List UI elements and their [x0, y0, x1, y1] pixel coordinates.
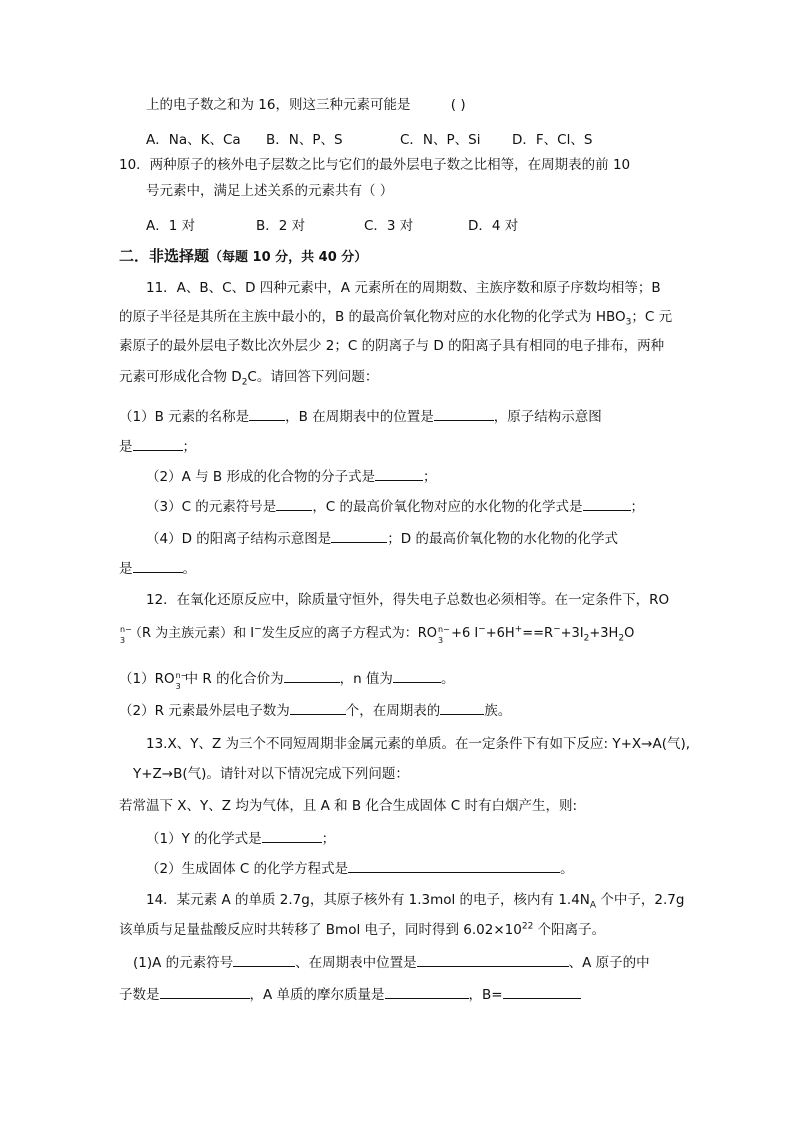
- q13-line1: 13.X、Y、Z 为三个不同短周期非金属元素的单质。在一定条件下有如下反应: Y+X→A(气),: [146, 736, 691, 752]
- q12-group-blank[interactable]: [440, 700, 484, 715]
- section-2-heading: 二．非选择题（每题 10 分，共 40 分）: [119, 247, 368, 265]
- q9-option-a[interactable]: A．Na、K、Ca: [146, 132, 241, 148]
- q9-stem: 上的电子数之和为 16，则这三种元素可能是 ( ): [146, 97, 466, 113]
- q12-part1: （1）RO n− 3 中 R 的化合价为 ，n 值为 。: [119, 668, 454, 689]
- q11-part4-cont: 是 。: [119, 558, 196, 579]
- q11-part1-cont: 是 ；: [119, 436, 196, 457]
- q10-option-b[interactable]: B．2 对: [256, 218, 306, 234]
- q10-line1: 10．两种原子的核外电子层数之比与它们的最外层电子数之比相等，在周期表的前 10: [119, 157, 631, 173]
- q11-position-blank[interactable]: [434, 406, 494, 421]
- q9-answer-paren[interactable]: ( ): [450, 97, 466, 113]
- q10-option-a[interactable]: A．1 对: [146, 218, 196, 234]
- q10-option-c[interactable]: C．3 对: [364, 218, 414, 234]
- q11-part3: （3）C 的元素符号是 ，C 的最高价氧化物对应的水化物的化学式是 ；: [146, 496, 644, 517]
- q13-part2: （2）生成固体 C 的化学方程式是 。: [146, 858, 574, 879]
- q11-line1: 11．A、B、C、D 四种元素中，A 元素所在的周期数、主族序数和原子序数均相等；B: [146, 280, 661, 296]
- q11-molecular-formula-blank[interactable]: [375, 466, 423, 481]
- q11-part4: （4）D 的阳离子结构示意图是 ；D 的最高价氧化物的水化物的化学式: [146, 528, 618, 549]
- q12-outer-electrons-blank[interactable]: [290, 700, 346, 715]
- q11-structure-diagram-blank[interactable]: [133, 436, 183, 451]
- q11-symbol-blank[interactable]: [276, 496, 312, 511]
- q10-line2: 号元素中，满足上述关系的元素共有（ ）: [146, 183, 394, 199]
- q12-line2: n− 3 （R 为主族元素）和 I−发生反应的离子方程式为：RO n− 3 +6 $I^-+6H^+==R^-+3I_2+3H_2O$: [120, 624, 635, 645]
- ion-charge-stack: n− 3: [120, 625, 132, 645]
- q14-symbol-blank[interactable]: [233, 952, 295, 967]
- q9-option-b[interactable]: B．N、P、S: [266, 132, 343, 148]
- q11-element-name-blank[interactable]: [249, 406, 285, 421]
- q11-d-hydrate-blank[interactable]: [133, 558, 183, 573]
- q11-line3: 素原子的最外层电子数比次外层少 2；C 的阴离子与 D 的阳离子具有相同的电子排布，两种: [119, 338, 665, 354]
- q11-hydrate-formula-blank[interactable]: [583, 496, 631, 511]
- q12-part2: （2）R 元素最外层电子数为 个，在周期表的 族。: [119, 700, 511, 721]
- q11-part1: （1）B 元素的名称是 ，B 在周期表中的位置是 ，原子结构示意图: [119, 406, 602, 427]
- q10-option-d[interactable]: D．4 对: [468, 218, 519, 234]
- q12-n-value-blank[interactable]: [393, 668, 441, 683]
- q14-part1: (1)A 的元素符号 、在周期表中位置是 、A 原子的中: [133, 952, 650, 973]
- q11-line2: 的原子半径是其所在主族中最小的，B 的最高价氧化物对应的水化物的化学式为 $HBO_3$；C 元: [119, 309, 673, 328]
- q12-valence-blank[interactable]: [284, 668, 340, 683]
- q14-b-value-blank[interactable]: [503, 984, 581, 999]
- q14-neutron-count-blank[interactable]: [160, 984, 250, 999]
- q11-line4: 元素可形成化合物 $D_2C$。请回答下列问题：: [119, 369, 379, 388]
- q11-cation-diagram-blank[interactable]: [331, 528, 387, 543]
- q13-line3: 若常温下 X、Y、Z 均为气体，且 A 和 B 化合生成固体 C 时有白烟产生，则:: [119, 798, 578, 814]
- q14-molar-mass-blank[interactable]: [385, 984, 469, 999]
- q13-equation-blank[interactable]: [348, 858, 560, 873]
- q9-option-d[interactable]: D．F、Cl、S: [512, 132, 593, 148]
- q13-y-formula-blank[interactable]: [262, 828, 322, 843]
- q14-position-blank[interactable]: [417, 952, 569, 967]
- q9-option-c[interactable]: C．N、P、Si: [400, 132, 481, 148]
- q13-line2: Y+Z→B(气)。请针对以下情况完成下列问题：: [133, 766, 409, 782]
- q12-line1: 12．在氧化还原反应中，除质量守恒外，得失电子总数也必须相等。在一定条件下，RO: [146, 592, 670, 608]
- q14-line1: 14．某元素 A 的单质 2.7g，其原子核外有 1.3mol 的电子，核内有 $1.4N_A$ 个中子，2.7g: [146, 892, 685, 911]
- q13-part1: （1）Y 的化学式是 ；: [146, 828, 335, 849]
- q14-part2: 子数是 ，A 单质的摩尔质量是 ，B=: [119, 984, 581, 1005]
- q11-part2: （2）A 与 B 形成的化合物的分子式是 ；: [146, 466, 436, 487]
- q14-line2: 该单质与足量盐酸反应时共转移了 Bmol 电子，同时得到 $6.02\times 10^{22}$ 个阳离子。: [119, 921, 606, 938]
